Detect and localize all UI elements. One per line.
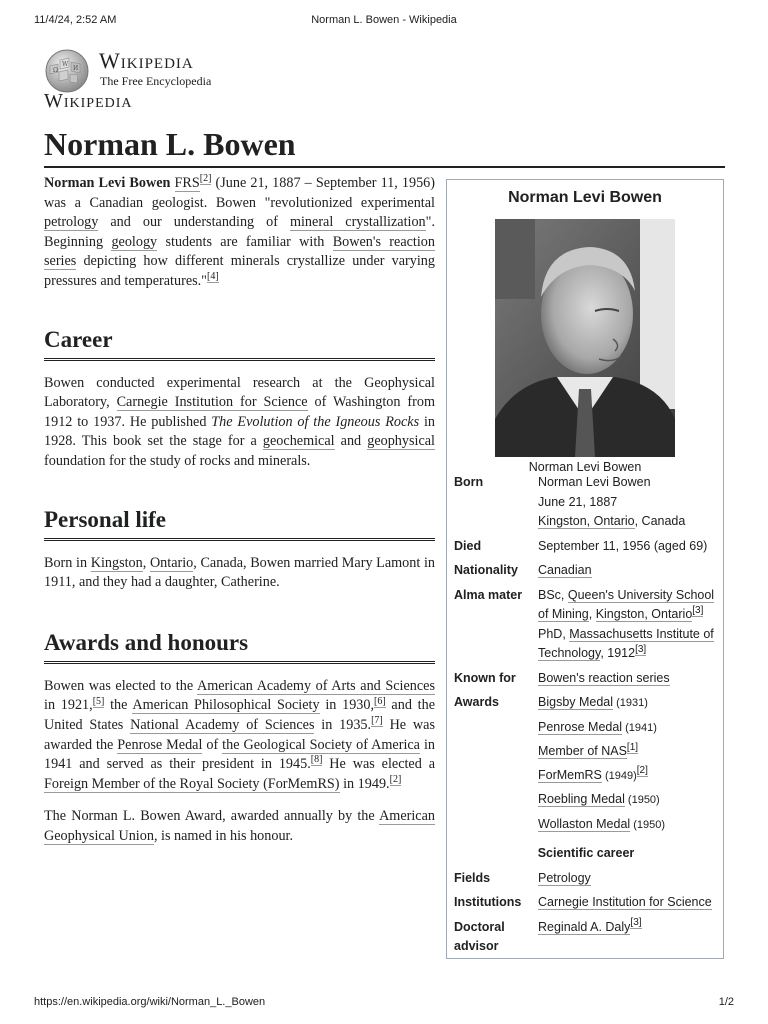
row-institutions [454, 893, 718, 913]
ref-2[interactable]: [2] [636, 765, 648, 777]
link-penrose-medal-ib[interactable]: Penrose Medal [538, 719, 623, 734]
wikipedia-logo[interactable] [44, 46, 244, 116]
row-died [454, 537, 718, 557]
label-institutions: Institutions [454, 895, 522, 909]
link-geochemical[interactable]: geochemical [262, 433, 335, 450]
award-item: Bigsby Medal (1931) [538, 695, 648, 709]
link-agu[interactable]: American Geophysical Union [44, 808, 435, 844]
link-aaas[interactable]: American Academy of Arts and Sciences [196, 677, 435, 694]
wikipedia-wordmark-small: Wikipedia [44, 90, 133, 112]
link-ontario[interactable]: Ontario [149, 554, 194, 571]
ref-3[interactable]: [3] [635, 643, 647, 655]
link-member-of-nas[interactable]: Member of NAS [538, 744, 627, 758]
svg-text:W: W [62, 61, 69, 68]
label-died: Died [454, 538, 482, 553]
infobox [446, 179, 724, 959]
link-bowens-reaction-series[interactable]: Bowen's reaction series [44, 233, 435, 270]
link-kingston[interactable]: Kingston [90, 554, 143, 571]
link-geophysical[interactable]: geophysical [367, 433, 435, 450]
lead-paragraph: Norman Levi Bowen FRS[2] (June 21, 1887 – September 11, 1956) was a Canadian geologist. Bowen "revolutionized experimental petrology and our understanding of mineral crystallization". Beginning geology students are familiar with Bowen's reaction series depicting how different minerals crystallize under varying pressures and temperatures."[4] [44, 173, 435, 289]
svg-text:Ω: Ω [53, 67, 58, 74]
print-datetime: 11/4/24, 2:52 AM [34, 14, 117, 26]
ref-3[interactable]: [3] [630, 917, 642, 929]
link-wollaston-medal[interactable]: Wollaston Medal [538, 816, 631, 831]
award-item: ForMemRS (1949)[2] [538, 765, 648, 782]
label-known-for: Known for [454, 670, 516, 685]
portrait-photo[interactable] [495, 219, 675, 457]
ref-4[interactable]: [4] [206, 271, 219, 283]
scientific-career-header: Scientific career [537, 846, 635, 860]
awards-paragraph: Bowen was elected to the American Academy of Arts and Sciences in 1921,[5] the American Philosophical Society in 1930,[6] and the United States National Academy of Sciences in 1935.[7] He was awarded the Penrose Medal of the Geological Society of America in 1941 and served as their president in 1945.[8] He was elected a Foreign Member of the Royal Society (ForMemRS) in 1949.[2] [44, 677, 435, 792]
print-doc-title: Norman L. Bowen - Wikipedia [311, 14, 457, 26]
portrait-caption: Norman Levi Bowen [528, 460, 642, 474]
subject-name: Norman Levi Bowen [44, 175, 171, 191]
link-roebling-medal[interactable]: Roebling Medal [538, 792, 625, 806]
link-frs[interactable]: FRS [174, 175, 200, 191]
title-divider [44, 166, 725, 168]
link-petrology[interactable]: petrology [44, 214, 99, 231]
section-divider [44, 358, 435, 365]
link-mit[interactable]: Massachusetts Institute of Technology [538, 626, 714, 660]
link-formemrs-ib[interactable]: ForMemRS [538, 767, 602, 782]
award-item: Wollaston Medal (1950) [538, 816, 666, 831]
book-title: The Evolution of the Igneous Rocks [211, 413, 420, 430]
ref-frs[interactable]: [2] [199, 173, 212, 185]
award-item [538, 742, 718, 762]
died-value: September 11, 1956 (aged 69) [538, 538, 708, 553]
print-page-number: 1/2 [718, 996, 734, 1008]
heading-personal-life: Personal life [44, 506, 166, 532]
wikipedia-globe-icon [44, 48, 90, 94]
article-body [44, 170, 435, 846]
print-header [34, 14, 734, 30]
row-nationality [454, 561, 718, 581]
label-born: Born [454, 475, 484, 489]
link-bigsby-medal[interactable]: Bigsby Medal [538, 695, 614, 709]
link-queens-university[interactable]: Queen's University School of Mining [538, 587, 715, 621]
svg-text:И: И [73, 65, 79, 72]
row-alma-mater: Alma mater BSc, Queen's University School of Mining, Kingston, Ontario[3] PhD, Massachusetts Institute of Technology, 1912[3] [454, 586, 718, 664]
page-title: Norman L. Bowen [44, 126, 296, 162]
ref-7[interactable]: [7] [371, 715, 383, 727]
ref-5[interactable]: [5] [92, 695, 105, 707]
born-date: June 21, 1887 [538, 494, 618, 509]
link-reginald-daly[interactable]: Reginald A. Daly [538, 919, 631, 934]
row-born: Born Norman Levi Bowen June 21, 1887 Kingston, Ontario, Canada [454, 473, 718, 532]
personal-paragraph: Born in Kingston, Ontario, Canada, Bowen married Mary Lamont in 1911, and they had a daughter, Catherine. [44, 554, 435, 591]
section-divider [44, 661, 435, 668]
link-petrology-ib[interactable]: Petrology [538, 870, 591, 885]
link-formemrs[interactable]: Foreign Member of the Royal Society (ForMemRS) [44, 775, 340, 792]
link-penrose-medal[interactable]: Penrose Medal [117, 736, 203, 753]
link-carnegie-ib[interactable]: Carnegie Institution for Science [538, 895, 712, 909]
award-named-paragraph: The Norman L. Bowen Award, awarded annually by the American Geophysical Union, is named in his honour. [44, 808, 435, 844]
born-name: Norman Levi Bowen [538, 475, 651, 489]
row-known-for [454, 669, 718, 689]
heading-awards: Awards and honours [44, 629, 249, 655]
ref-8[interactable]: [8] [310, 754, 323, 766]
wikipedia-wordmark: Wikipedia [99, 48, 194, 73]
ref-6[interactable]: [6] [374, 695, 386, 707]
label-doctoral-advisor: Doctoral advisor [454, 919, 505, 953]
link-born-place[interactable]: Kingston, Ontario [538, 514, 635, 528]
row-fields [454, 869, 718, 889]
section-divider [44, 538, 435, 545]
link-gsa[interactable]: the Geological Society of America [222, 736, 420, 753]
ref-2[interactable]: [2] [389, 773, 402, 785]
link-carnegie-institution[interactable]: Carnegie Institution for Science [116, 394, 308, 411]
link-canadian[interactable]: Canadian [538, 563, 592, 577]
heading-career: Career [44, 326, 113, 352]
wikipedia-tagline: The Free Encyclopedia [100, 74, 212, 88]
ref-3[interactable]: [3] [692, 604, 704, 616]
career-paragraph: Bowen conducted experimental research at the Geophysical Laboratory, Carnegie Institution for Science of Washington from 1912 to 1937. He published The Evolution of the Igneous Rocks in 1928. This book set the stage for a geochemical and geophysical foundation for the study of rocks and minerals. [44, 374, 436, 469]
ref-1[interactable]: [1] [626, 741, 639, 753]
infobox-title: Norman Levi Bowen [508, 189, 662, 206]
label-awards: Awards [454, 695, 499, 709]
link-kingston-ontario[interactable]: Kingston, Ontario [595, 607, 693, 621]
label-fields: Fields [454, 870, 491, 885]
link-reaction-series[interactable]: Bowen's reaction series [538, 670, 670, 685]
link-nas[interactable]: National Academy of Sciences [130, 716, 315, 733]
row-doctoral-advisor [454, 918, 718, 957]
row-awards [454, 693, 718, 839]
print-url: https://en.wikipedia.org/wiki/Norman_L._Bowen [34, 996, 266, 1008]
label-alma-mater: Alma mater [454, 587, 523, 602]
print-footer [34, 996, 734, 1012]
link-mineral-crystallization[interactable]: mineral crystallization [289, 214, 426, 231]
infobox-rows [454, 473, 718, 962]
label-nationality: Nationality [454, 563, 518, 577]
link-aps[interactable]: American Philosophical Society [132, 697, 320, 714]
award-item: Penrose Medal (1941) [538, 719, 657, 734]
award-item: Roebling Medal (1950) [538, 792, 660, 806]
link-geology[interactable]: geology [111, 233, 158, 250]
